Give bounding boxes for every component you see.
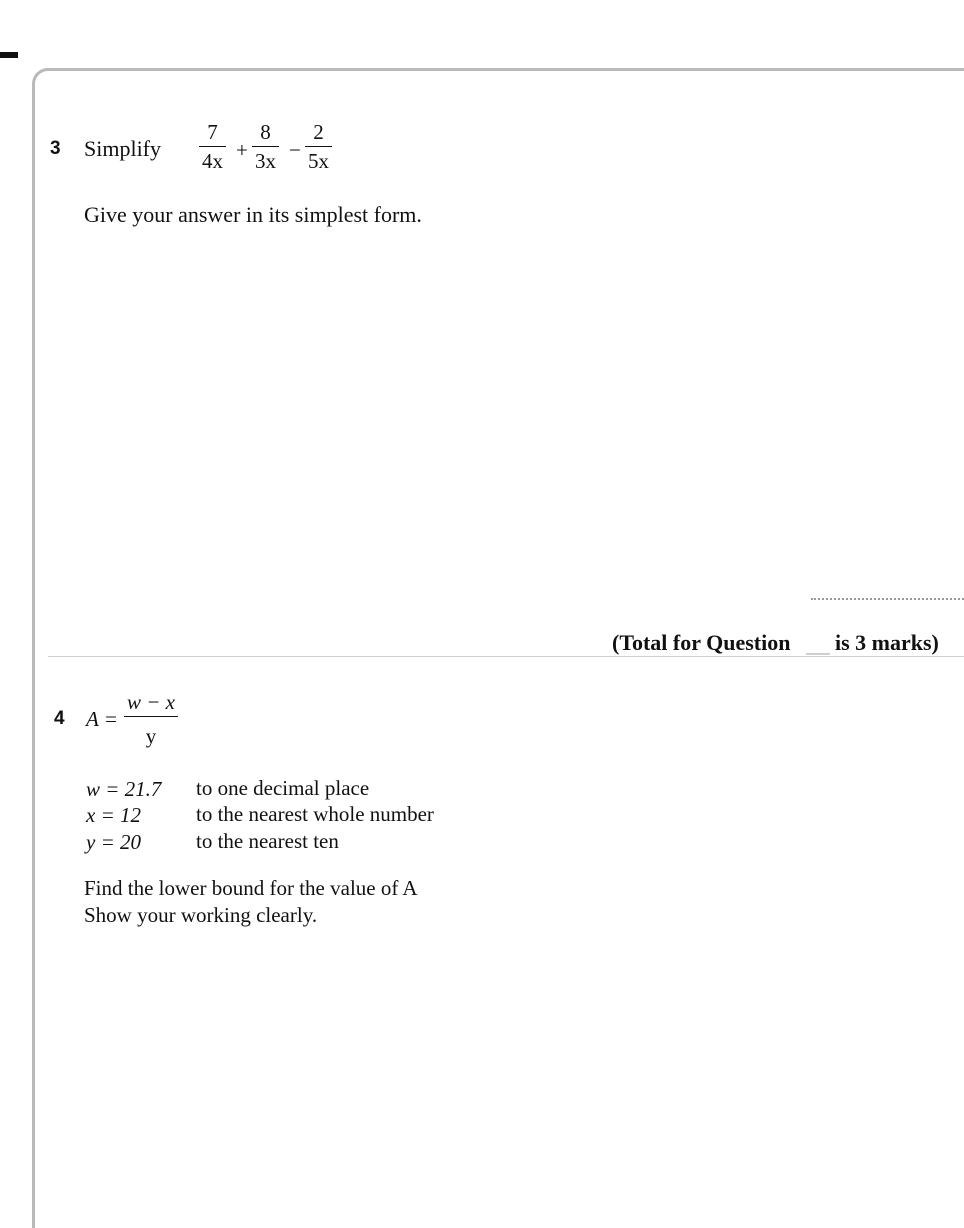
fraction-3 bbox=[305, 122, 332, 172]
formula-numerator: w − x bbox=[127, 690, 175, 714]
question-3-note: Give your answer in its simplest form. bbox=[84, 202, 422, 227]
question-3-instruction: Simplify bbox=[84, 136, 162, 161]
total-marks-right: is 3 marks) bbox=[835, 630, 939, 655]
answer-line[interactable] bbox=[811, 598, 964, 600]
divider-gap-mark bbox=[806, 653, 830, 655]
question-4-task-line-2: Show your working clearly. bbox=[84, 903, 318, 927]
condition-x-desc: to the nearest whole number bbox=[196, 802, 434, 826]
condition-w-desc: to one decimal place bbox=[196, 776, 370, 800]
question-panel bbox=[32, 68, 964, 1228]
fraction-3-denominator: 5x bbox=[308, 149, 329, 173]
fraction-2 bbox=[252, 122, 279, 172]
formula-denominator: y bbox=[145, 724, 157, 748]
fraction-2-denominator: 3x bbox=[255, 149, 276, 173]
fraction-1-numerator: 7 bbox=[207, 120, 218, 144]
question-3-number: 3 bbox=[50, 138, 61, 159]
section-divider bbox=[48, 656, 964, 657]
condition-w-value: w = 21.7 bbox=[86, 777, 162, 801]
operator-minus: − bbox=[289, 138, 301, 162]
formula-lhs: A = bbox=[86, 707, 118, 731]
fraction-3-numerator: 2 bbox=[313, 120, 324, 144]
fraction-2-numerator: 8 bbox=[260, 120, 271, 144]
question-4-number: 4 bbox=[54, 708, 65, 729]
fraction-1 bbox=[199, 122, 226, 172]
condition-x-value: x = 12 bbox=[86, 803, 141, 827]
fraction-1-denominator: 4x bbox=[202, 149, 223, 173]
condition-y-value: y = 20 bbox=[86, 830, 141, 854]
operator-plus: + bbox=[236, 138, 248, 162]
page-corner-mark bbox=[0, 52, 18, 58]
total-marks-left: (Total for Question bbox=[612, 630, 791, 655]
question-4-task-line-1: Find the lower bound for the value of A bbox=[84, 876, 418, 900]
formula-fraction bbox=[124, 692, 178, 747]
condition-y-desc: to the nearest ten bbox=[196, 829, 339, 853]
